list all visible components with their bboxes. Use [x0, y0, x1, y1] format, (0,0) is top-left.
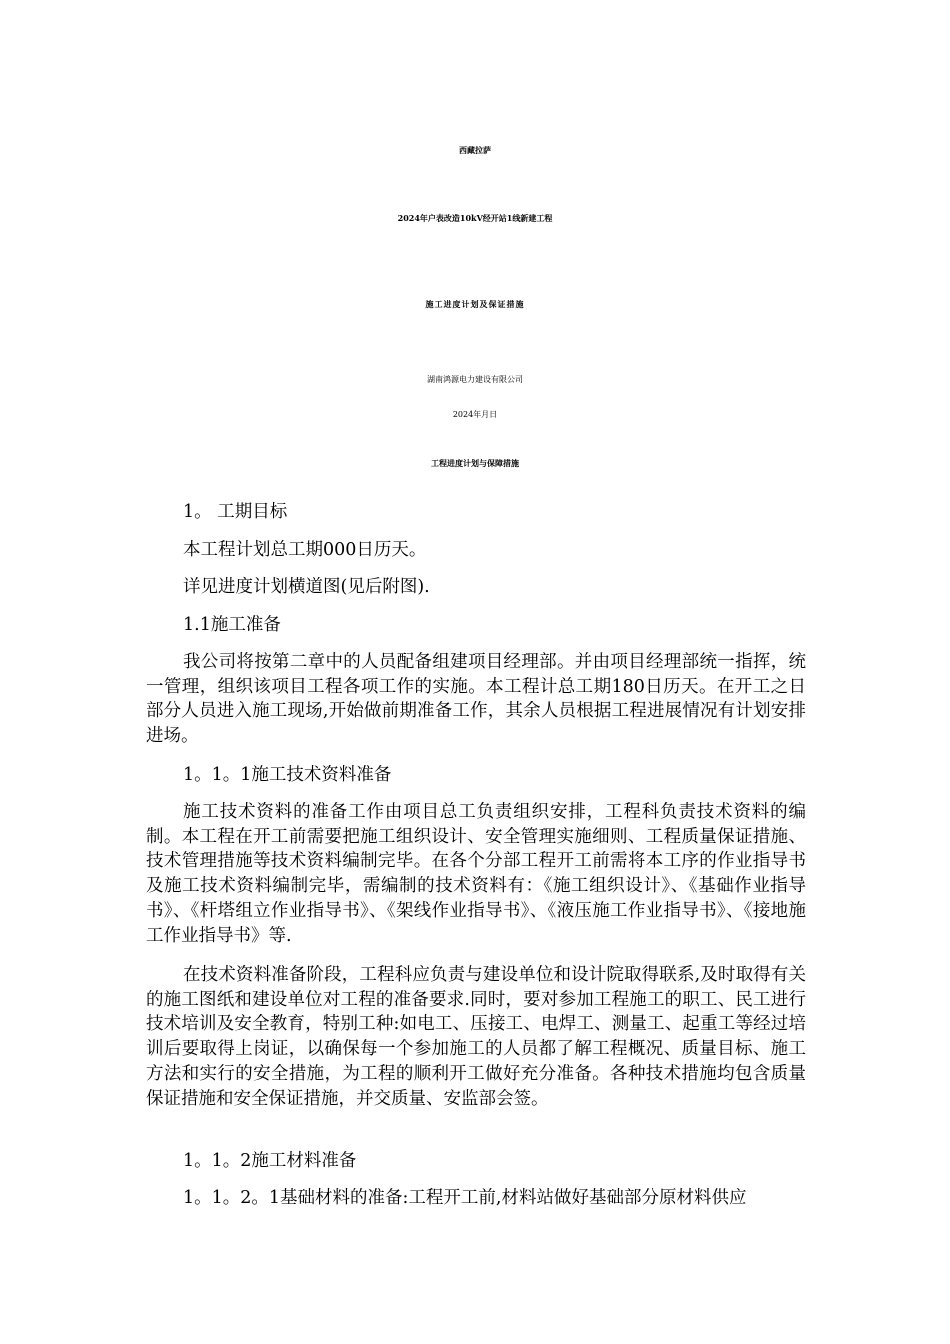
cover-date: 2024年月日: [452, 410, 498, 419]
subsection-1-1-title: 1.1施工准备: [183, 615, 281, 635]
subsection-1-1-2-1-text: 1。1。2。1基础材料的准备:工程开工前,材料站做好基础部分原材料供应: [183, 1188, 747, 1208]
subsection-1-1-1-title: 1。1。1施工技术资料准备: [183, 765, 392, 785]
cover-organization: 湖南鸿源电力建设有限公司: [427, 375, 523, 384]
subsection-1-1-2-title: 1。1。2施工材料准备: [183, 1151, 357, 1171]
section-heading: 工程进度计划与保障措施: [431, 459, 519, 468]
item1-paragraph-1: 本工程计划总工期000日历天。: [183, 540, 427, 560]
subsection-1-1-1-text-1: 施工技术资料的准备工作由项目总工负责组织安排，工程科负责技术资料的编制。本工程在开工前需要把施工组织设计、安全管理实施细则、工程质量保证措施、技术管理措施等技术资料编制完毕。在各个分部工程开工前需将本工序的作业指导书及施工技术资料编制完毕，需编制的技术资料有：《施工组织设计》、《基础作业指导书》、《杆塔组立作业指导书》、《架线作业指导书》、《液压施工作业指导书》、《接地施工作业指导书》等.: [146, 802, 806, 946]
subsection-1-1-1-text-2: 在技术资料准备阶段，工程科应负责与建设单位和设计院取得联系,及时取得有关的施工图纸和建设单位对工程的准备要求.同时，要对参加工程施工的职工、民工进行技术培训及安全教育，特别工种:如电工、压接工、电焊工、测量工、起重工等经过培训后要取得上岗证，以确保每一个参加施工的人员都了解工程概况、质量目标、施工方法和实行的安全措施，为工程的顺利开工做好充分准备。各种技术措施均包含质量保证措施和安全保证措施，并交质量、安监部会签。: [146, 965, 806, 1109]
item1-paragraph-2: 详见进度计划横道图(见后附图).: [183, 577, 430, 597]
cover-title-location: 西藏拉萨: [459, 145, 491, 155]
cover-title-project: 2024年户表改造10kV经开站1线新建工程: [397, 213, 553, 223]
item1-title: 1。 工期目标: [183, 502, 288, 522]
cover-title-main: 施工进度计划及保证措施: [425, 299, 525, 309]
subsection-1-1-text: 我公司将按第二章中的人员配备组建项目经理部。并由项目经理部统一指挥，统一管理，组织该项目工程各项工作的实施。本工程计总工期180日历天。在开工之日部分人员进入施工现场,开始做前期准备工作，其余人员根据工程进展情况有计划安排进场。: [146, 652, 806, 747]
